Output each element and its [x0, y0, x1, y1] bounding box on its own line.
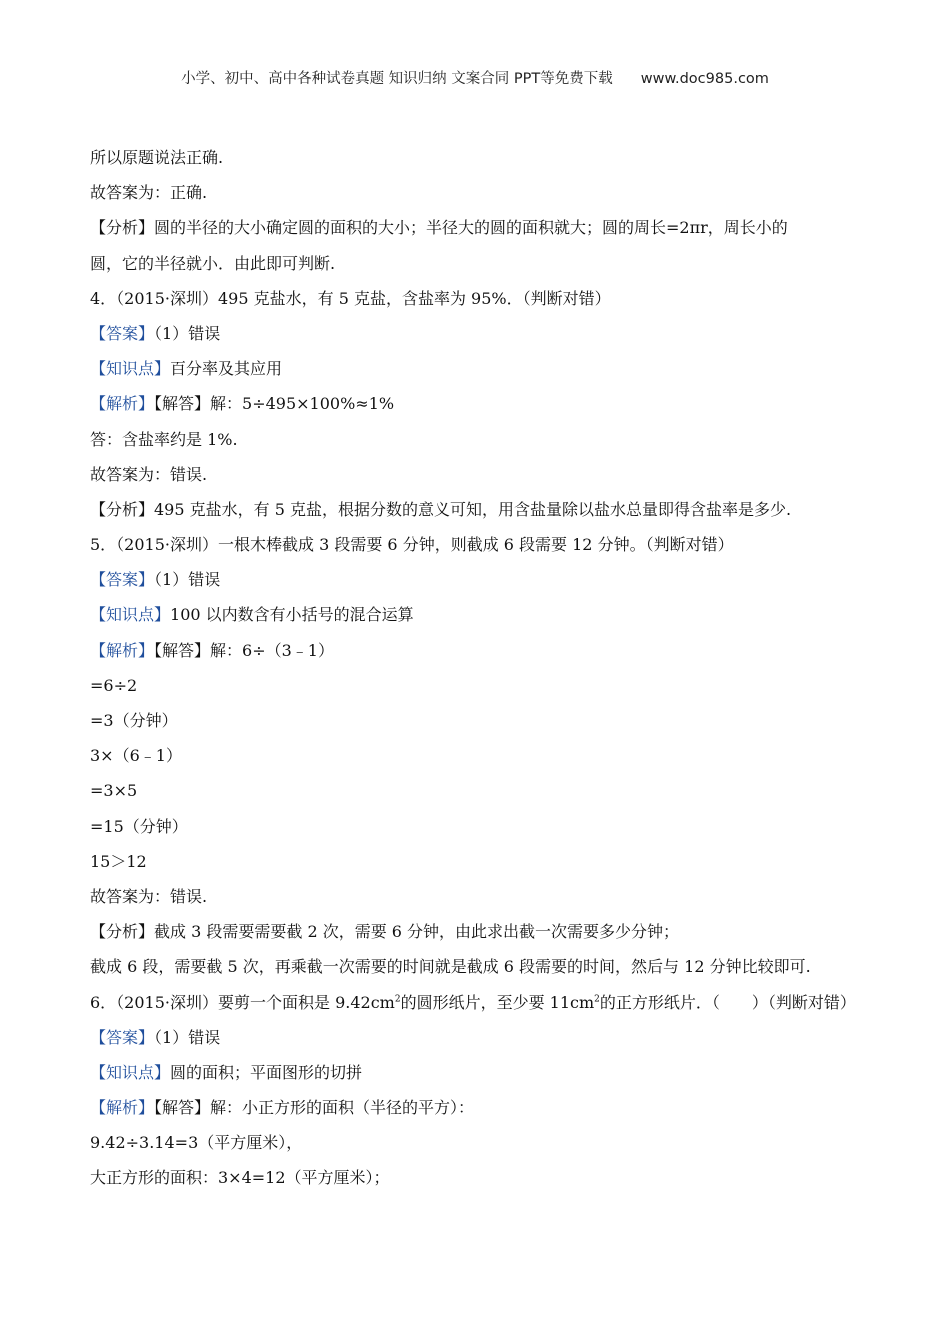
page-header [0, 67, 950, 88]
text-line: 答：含盐率约是 1%. [90, 429, 238, 449]
answer-line: 【答案】（1）错误 [90, 323, 221, 343]
knowledge-tag: 【知识点】 [90, 1062, 171, 1082]
text-line: 故答案为：正确. [90, 183, 208, 203]
text-line: 15＞12 [90, 851, 147, 871]
analysis-line: 【分析】圆的半径的大小确定圆的面积的大小；半径大的圆的面积就大；圆的周长=2πr，周长小的 [90, 218, 788, 238]
solution-tag: 【解析】 [90, 640, 155, 660]
solution-line: 【解析】【解答】解：小正方形的面积（半径的平方）： [90, 1098, 475, 1118]
answer-tag: 【答案】 [90, 570, 155, 590]
header-url: www.doc985.com [640, 71, 769, 87]
text-line: 9.42÷3.14=3（平方厘米）， [90, 1133, 303, 1153]
text-line: 截成 6 段，需要截 5 次，再乘截一次需要的时间就是截成 6 段需要的时间，然后与 12 分钟比较即可. [90, 957, 811, 977]
answer-tag: 【答案】 [90, 1027, 155, 1047]
document-body [90, 140, 865, 1196]
solution-line: 【解析】【解答】解：5÷495×100%≈1% [90, 394, 395, 414]
text-line: 大正方形的面积：3×4=12（平方厘米）； [90, 1168, 390, 1188]
answer-line: 【答案】（1）错误 [90, 570, 221, 590]
knowledge-tag: 【知识点】 [90, 359, 171, 379]
analysis-line: 【分析】截成 3 段需要需要截 2 次，需要 6 分钟，由此求出截一次需要多少分钟； [90, 922, 680, 942]
answer-line: 【答案】（1）错误 [90, 1027, 221, 1047]
question-4: 4．（2015·深圳）495 克盐水，有 5 克盐，含盐率为 95%．（判断对错） [90, 288, 611, 308]
analysis-line: 【分析】495 克盐水，有 5 克盐，根据分数的意义可知，用含盐量除以盐水总量即得含盐率是多少. [90, 499, 792, 519]
text-line: =15（分钟） [90, 816, 188, 836]
text-line: 圆，它的半径就小．由此即可判断. [90, 253, 336, 273]
knowledge-tag: 【知识点】 [90, 605, 171, 625]
question-6: 6．（2015·深圳）要剪一个面积是 $9.42cm^2$的圆形纸片，至少要 $11cm^2$的正方形纸片．（ ）（判断对错） [90, 992, 856, 1012]
header-text: 小学、初中、高中各种试卷真题 知识归纳 文案合同 PPT等免费下载 [181, 71, 613, 87]
solution-line: 【解析】【解答】解：6÷（3﹣1） [90, 640, 334, 660]
text-line: =3（分钟） [90, 711, 178, 730]
knowledge-line: 【知识点】百分率及其应用 [90, 359, 283, 379]
text-line: 所以原题说法正确. [90, 148, 224, 167]
knowledge-line: 【知识点】100 以内数含有小括号的混合运算 [90, 605, 414, 625]
text-line: =6÷2 [90, 675, 138, 695]
knowledge-line: 【知识点】圆的面积；平面图形的切拼 [90, 1062, 363, 1082]
solution-tag: 【解析】 [90, 394, 155, 414]
question-5: 5．（2015·深圳）一根木棒截成 3 段需要 6 分钟，则截成 6 段需要 12 分钟。（判断对错） [90, 535, 734, 555]
solution-tag: 【解析】 [90, 1098, 155, 1118]
answer-tag: 【答案】 [90, 323, 155, 343]
text-line: 故答案为：错误. [90, 464, 208, 484]
text-line: 3×（6﹣1） [90, 746, 182, 766]
text-line: =3×5 [90, 781, 138, 801]
text-line: 故答案为：错误. [90, 886, 208, 906]
